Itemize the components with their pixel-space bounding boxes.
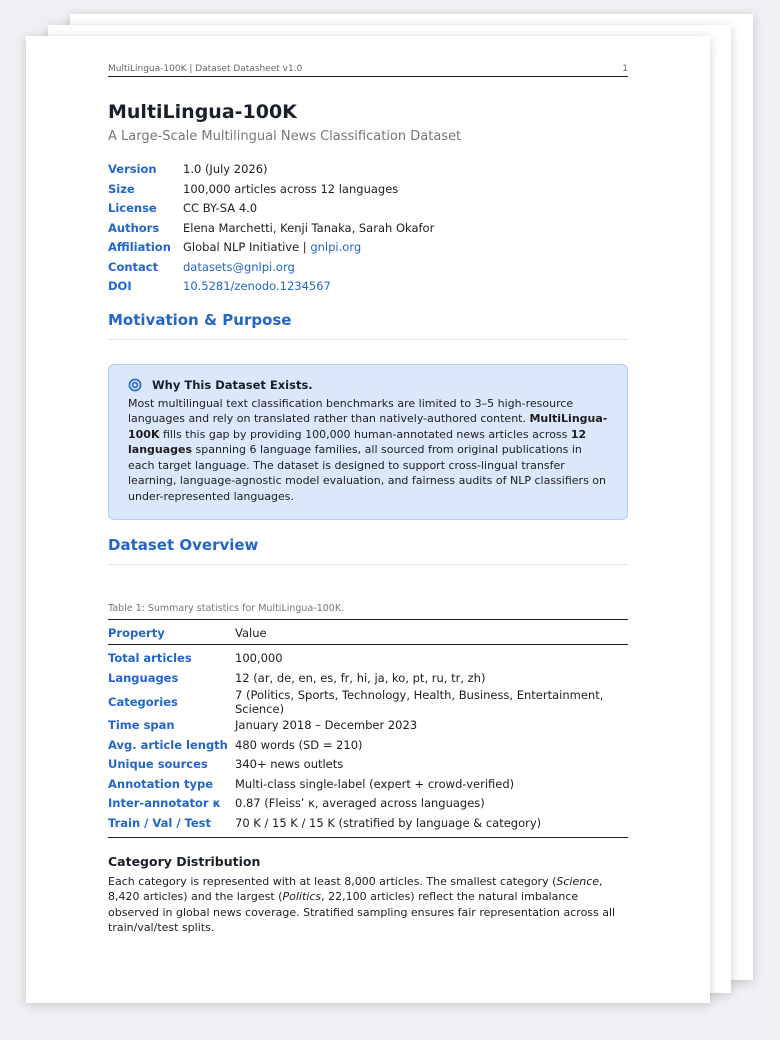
summary-table	[108, 619, 628, 838]
value-cell: 7 (Politics, Sports, Technology, Health, Business, Entertainment, Science)	[235, 687, 604, 716]
table-row	[108, 813, 628, 837]
value-cell: January 2018 – December 2023	[235, 718, 418, 733]
property-cell: Inter-annotator κ	[108, 796, 221, 811]
affiliation-link[interactable]: gnlpi.org	[310, 240, 362, 254]
running-header	[108, 64, 628, 77]
meta-authors	[108, 219, 628, 239]
table-header-row	[108, 619, 628, 644]
value-cell: 12 (ar, de, en, es, fr, hi, ja, ko, pt, ru, tr, zh)	[235, 670, 486, 685]
meta-value	[183, 238, 361, 258]
value-cell: 100,000	[235, 651, 283, 666]
meta-affiliation	[108, 238, 628, 258]
table-header-cell: Value	[235, 619, 628, 644]
property-cell: Annotation type	[108, 776, 213, 791]
meta-label: Affiliation	[108, 240, 171, 254]
property-cell: Avg. article length	[108, 737, 228, 752]
meta-label: Authors	[108, 220, 160, 235]
meta-label: Contact	[108, 259, 159, 274]
page-number: 1	[622, 64, 628, 74]
property-cell: Languages	[108, 670, 179, 685]
meta-label: License	[108, 201, 157, 215]
callout-title: Why This Dataset Exists.	[152, 377, 313, 392]
value-cell: 340+ news outlets	[235, 757, 344, 772]
meta-label: Version	[108, 162, 157, 176]
category-paragraph	[108, 874, 628, 936]
document-subtitle: A Large-Scale Multilingual News Classification Dataset	[108, 129, 462, 144]
document-page	[26, 36, 710, 1003]
paragraph-text: Each category is represented with at least 8,000 articles. The smallest category (	[108, 874, 557, 888]
property-cell: Unique sources	[108, 757, 208, 772]
contact-email-link[interactable]: datasets@gnlpi.org	[183, 259, 295, 274]
table-caption: Table 1: Summary statistics for MultiLingua-100K.	[108, 602, 345, 614]
property-cell: Total articles	[108, 651, 192, 666]
paragraph-emphasis: Science	[556, 874, 600, 888]
paragraph-emphasis: Politics	[282, 890, 322, 904]
callout-text: fills this gap by providing 100,000 human-annotated news articles across	[159, 427, 571, 441]
page-content	[108, 64, 628, 936]
meta-label: DOI	[108, 279, 132, 293]
metadata-list	[108, 160, 628, 297]
meta-value: 1.0 (July 2026)	[183, 162, 268, 176]
section-heading-overview: Dataset Overview	[108, 536, 628, 565]
meta-size	[108, 180, 628, 200]
table-row	[108, 716, 628, 736]
value-cell: Multi-class single-label (expert + crowd-verified)	[235, 776, 515, 791]
meta-doi	[108, 277, 628, 297]
doi-link[interactable]: 10.5281/zenodo.1234567	[183, 279, 331, 293]
table-row	[108, 794, 628, 814]
meta-value: Elena Marchetti, Kenji Tanaka, Sarah Okafor	[183, 220, 435, 235]
value-cell: 70 K / 15 K / 15 K (stratified by language & category)	[235, 815, 542, 830]
meta-license	[108, 199, 628, 219]
table-row	[108, 688, 628, 716]
callout-header	[128, 378, 608, 392]
meta-contact	[108, 258, 628, 278]
value-cell: 480 words (SD = 210)	[235, 737, 363, 752]
subsection-heading: Category Distribution	[108, 853, 261, 869]
table-row	[108, 668, 628, 688]
table-header-cell: Property	[108, 619, 235, 644]
table-row	[108, 644, 628, 668]
running-title: MultiLingua-100K | Dataset Datasheet v1.0	[108, 64, 303, 74]
table-row	[108, 774, 628, 794]
callout-text: spanning 6 language families, all sourced from original publications in each target language. The dataset is designed to support cross-lingual transfer learning, language-agnostic model evaluation, and fairness audits of NLP classifiers on under-represented languages.	[128, 443, 606, 504]
property-cell: Categories	[108, 694, 178, 709]
affiliation-text: Global NLP Initiative |	[183, 240, 311, 254]
callout-text: Most multilingual text classification benchmarks are limited to 3–5 high-resource languages and rely on translated rather than natively-authored content.	[128, 396, 574, 426]
document-title: MultiLingua-100K	[108, 101, 297, 123]
paragraph-text: , 22,100 articles) reflect the natural imbalance observed in global news coverage. Stratified sampling ensures fair representation across all train/val/test splits.	[108, 890, 616, 935]
meta-value: 100,000 articles across 12 languages	[183, 181, 399, 196]
callout-box	[108, 364, 628, 520]
meta-value: CC BY-SA 4.0	[183, 201, 258, 215]
value-cell: 0.87 (Fleiss’ κ, averaged across languages)	[235, 796, 485, 811]
callout-emphasis: MultiLingua-100K	[128, 412, 608, 441]
table-row	[108, 755, 628, 775]
property-cell: Train / Val / Test	[108, 815, 211, 830]
paragraph-text: , 8,420 articles) and the largest (	[108, 874, 603, 904]
target-icon	[128, 378, 142, 392]
table-row	[108, 735, 628, 755]
callout-body	[128, 396, 608, 505]
meta-label: Size	[108, 181, 135, 196]
meta-version	[108, 160, 628, 180]
section-heading-motivation: Motivation & Purpose	[108, 311, 628, 340]
callout-emphasis: 12 languages	[128, 427, 587, 457]
property-cell: Time span	[108, 718, 175, 733]
